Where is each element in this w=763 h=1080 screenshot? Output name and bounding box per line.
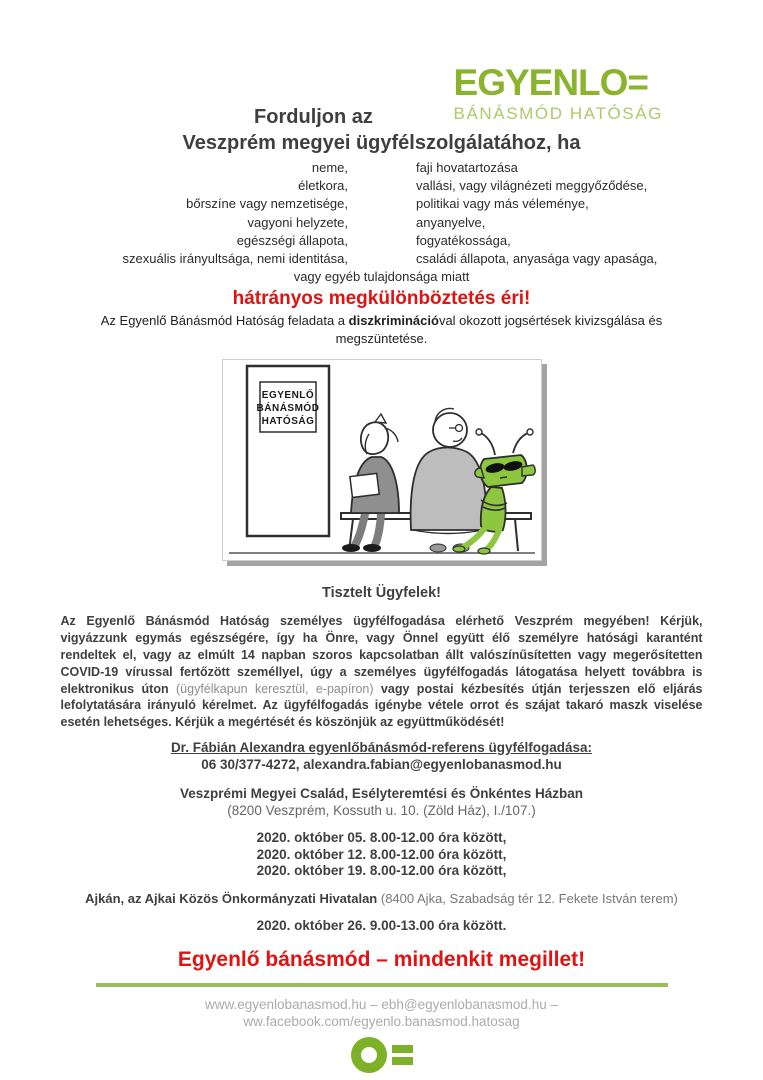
- date-line: 2020. október 05. 8.00-12.00 óra között,: [256, 830, 507, 845]
- ajka-date-line: 2020. október 26. 9.00-13.00 óra között.: [256, 917, 507, 933]
- notice-part1: Az Egyenlő Bánásmód Hatóság személyes ügyfélfogadása elérhető Veszprém megyében! Kérjük, vigyázzunk egymás egészségére, így ha Önre, vagy Önnel együtt élő személyre hatósági karantént rendeltek el, vagy az elmúlt 14 napban szoros kapcsolatban állt valószínűsítetten vagy megerősítetten COVID-19 vírussal fertőzött személlyel, úgy a személyes ügyfélfogadás látogatása helyett továbbra is elektronikus úton: [60, 614, 703, 696]
- logo-bar-top: [392, 1045, 413, 1053]
- mission-bold-word: diszkrimináció: [348, 313, 439, 329]
- ebh-logo-subtitle: BÁNÁSMÓD HATÓSÁG: [453, 104, 663, 123]
- footer-links: [0, 996, 763, 1030]
- logo-equals-bars: [392, 1045, 413, 1065]
- ground-item: családi állapota, anyasága vagy apasága,: [416, 251, 658, 267]
- slogan-heading: Egyenlő bánásmód – mindenkit megillet!: [177, 947, 586, 971]
- ground-item: szexuális irányultsága, nemi identitása,: [122, 251, 348, 267]
- waiting-person-2: [410, 409, 485, 553]
- mission-text: [57, 312, 707, 347]
- ground-item: anyanyelve,: [416, 214, 486, 230]
- door-sign-line2: BÁNÁSMÓD: [256, 403, 319, 415]
- page-title: [0, 104, 763, 156]
- ground-item: életkora,: [298, 178, 348, 194]
- logo-ring-shape: [351, 1037, 387, 1073]
- equals-logo-icon: [351, 1037, 413, 1073]
- contact-venue-line: Veszprémi Megyei Család, Esélyteremtési és Önkéntes Házban: [180, 786, 583, 801]
- cartoon-drawing: [223, 360, 541, 560]
- mission-post: val okozott jogsértések kivizsgálása és megszüntetése.: [335, 313, 663, 346]
- footer-links-line1: www.egyenlobanasmod.hu – ebh@egyenlobanasmod.hu –: [205, 996, 558, 1012]
- date-line: 2020. október 12. 8.00-12.00 óra között,: [256, 846, 507, 862]
- covid-notice-paragraph: [61, 613, 703, 731]
- ajka-venue-address: (8400 Ajka, Szabadság tér 12. Fekete István terem): [377, 890, 678, 906]
- veszprem-dates-list: [0, 830, 763, 880]
- logo-bar-bottom: [392, 1057, 413, 1065]
- contact-block: [0, 740, 763, 819]
- door-sign-line3: HATÓSÁG: [261, 416, 314, 428]
- ajka-venue-line: [0, 891, 763, 906]
- ground-item: egészségi állapota,: [236, 232, 348, 248]
- green-divider-line: [96, 983, 668, 987]
- ground-item: bőrszíne vagy nemzetisége,: [186, 196, 348, 212]
- notice-part2: vagy postai kézbesítés útján terjesszen elő eljárás lefolytatására irányuló kérelmet. Az ügyfélfogadás igénybe vétele orrot és szájat takaró maszk viselése esetén lehetséges. Kérjük a megértését és köszönjük az együttműködését!: [60, 681, 703, 730]
- date-line: 2020. október 19. 8.00-12.00 óra között,: [256, 863, 507, 878]
- page-title-line1: Forduljon az: [254, 106, 373, 128]
- ground-item: faji hovatartozása: [416, 160, 518, 175]
- ground-item: fogyatékossága,: [416, 232, 511, 248]
- discrimination-grounds-list: [0, 159, 763, 268]
- ebh-logo-wordmark: EGYENLO=: [453, 62, 649, 103]
- contact-referent-line: Dr. Fábián Alexandra egyenlőbánásmód-referens ügyfélfogadása:: [170, 740, 593, 755]
- contact-address-line: (8200 Veszprém, Kossuth u. 10. (Zöld Ház), I./107.): [227, 803, 536, 818]
- grounds-note: vagy egyéb tulajdonsága miatt: [293, 269, 470, 285]
- ground-item: vallási, vagy világnézeti meggyőződése,: [416, 178, 648, 194]
- ajka-venue-bold: Ajkán, az Ajkai Közös Önkormányzati Hivatalan: [85, 890, 378, 906]
- footer-links-line2: ww.facebook.com/egyenlo.banasmod.hatosag: [243, 1013, 520, 1029]
- contact-phone-email-line: 06 30/377-4272, alexandra.fabian@egyenlobanasmod.hu: [201, 757, 562, 772]
- ground-item: politikai vagy más véleménye,: [416, 196, 589, 212]
- greeting-heading: Tisztelt Ügyfelek!: [322, 585, 441, 602]
- door-sign-line1: EGYENLŐ: [261, 390, 314, 402]
- red-heading: hátrányos megkülönböztetés éri!: [232, 288, 531, 310]
- ground-item: vagyoni helyzete,: [247, 214, 348, 230]
- page-title-line2: Veszprém megyei ügyfélszolgálatához, ha: [182, 132, 581, 154]
- mission-pre: Az Egyenlő Bánásmód Hatóság feladata a: [100, 313, 349, 329]
- waiting-room-cartoon: [222, 359, 542, 561]
- notice-light-segment: (ügyfélkapun keresztül, e-papíron): [176, 681, 374, 696]
- ground-item: neme,: [311, 160, 348, 175]
